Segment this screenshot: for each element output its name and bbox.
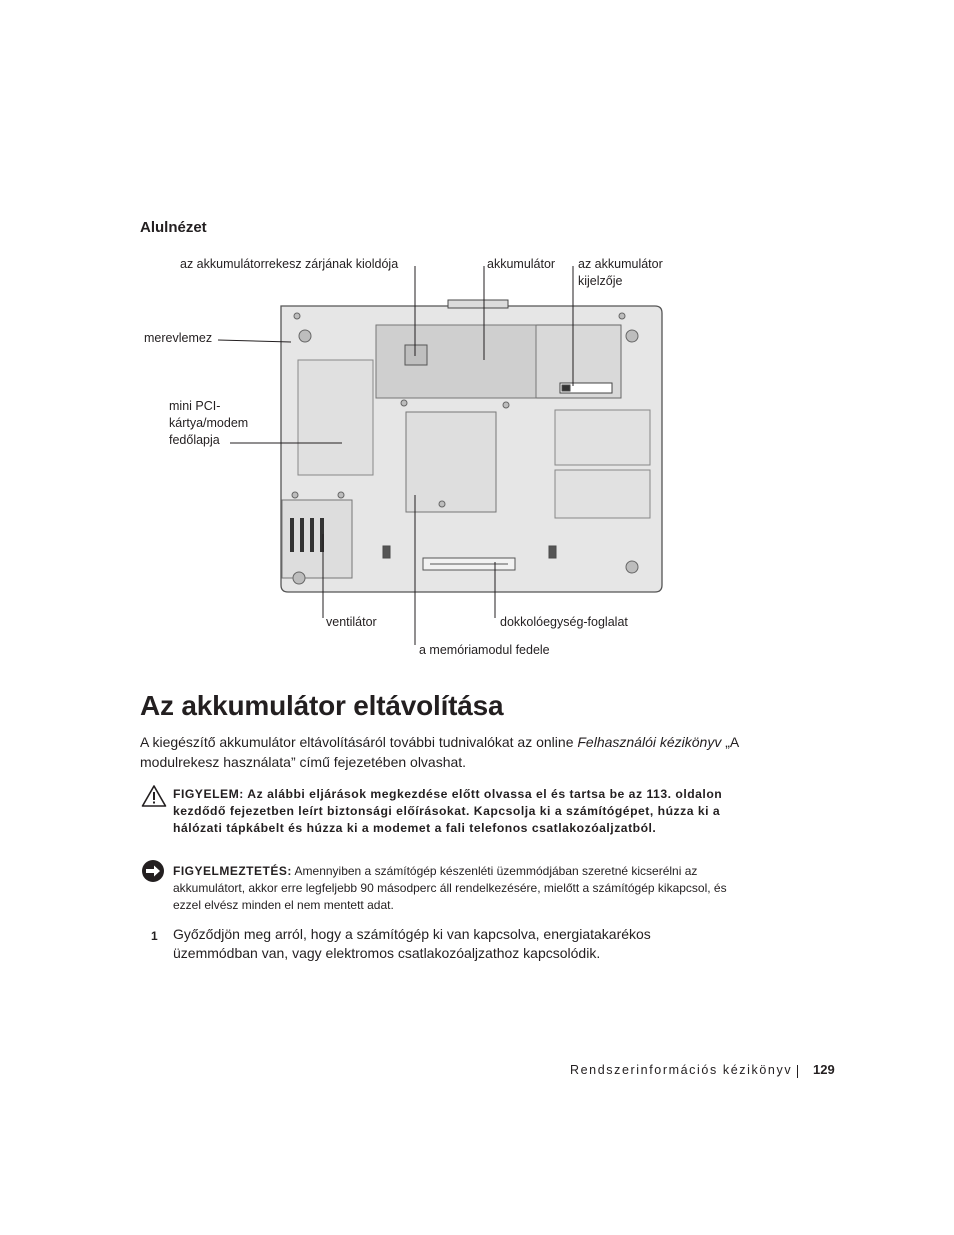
intro-paragraph xyxy=(140,732,740,772)
callout-battery-latch: az akkumulátorrekesz zárjának kioldója xyxy=(180,257,399,271)
intro-italic: Felhasználói kézikönyv xyxy=(577,734,722,750)
callout-minipci-line1: mini PCI- xyxy=(169,399,221,413)
caution-text: FIGYELEM: Az alábbi eljárások megkezdése előtt olvassa el és tartsa be az 113. oldalon kezdődő fejezetben leírt biztonsági előírásokat. Kapcsolja ki a számítógépet, húzza ki a hálózati tápkábelt és húzza ki a modemet a fali telefonos csatlakozóaljzatból. xyxy=(173,787,723,835)
callout-minipci-line3: fedőlapja xyxy=(169,433,220,447)
footer-separator xyxy=(797,1065,798,1078)
note-body: Amennyiben a számítógép készenléti üzemmódjában szeretné kicserélni az akkumulátort, akkor erre legfeljebb 90 másodperc áll rendelkezésére, mielőtt a számítógép kikapcsol, és ezzel elvész minden el nem mentett adat. xyxy=(173,864,727,912)
battery-latch xyxy=(405,345,427,365)
step-number: 1 xyxy=(151,929,158,943)
callout-hard-drive: merevlemez xyxy=(144,331,213,345)
note-text xyxy=(173,863,738,914)
caution-icon xyxy=(141,784,167,808)
intro-text-1: A kiegészítő akkumulátor eltávolításáról további tudnivalókat az online xyxy=(140,734,578,750)
footer-title: Rendszerinformációs kézikönyv xyxy=(570,1063,793,1077)
note-label: FIGYELMEZTETÉS: xyxy=(173,864,292,878)
callout-battery-gauge-line1: az akkumulátor xyxy=(578,257,663,271)
callout-minipci-line2: kártya/modem xyxy=(169,416,249,430)
callout-battery-gauge-line2: kijelzője xyxy=(578,274,623,288)
intro-text-2: „A modulrekesz használata” című fejezetében olvashat. xyxy=(140,734,739,770)
callout-docking: dokkolóegység-foglalat xyxy=(500,615,628,629)
memory-cover-outline xyxy=(406,412,496,512)
page-number: 129 xyxy=(813,1062,835,1077)
main-heading: Az akkumulátor eltávolítása xyxy=(140,690,504,721)
callout-battery: akkumulátor xyxy=(487,257,556,271)
callout-memory: a memóriamodul fedele xyxy=(419,643,550,657)
callout-fan: ventilátor xyxy=(326,615,377,629)
step-text: Győződjön meg arról, hogy a számítógép ki van kapcsolva, energiatakarékos üzemmódban van, vagy elektromos csatlakozóaljzathoz kapcsolódik. xyxy=(173,926,651,961)
notice-icon xyxy=(141,859,165,883)
section-heading: Alulnézet xyxy=(140,219,207,236)
